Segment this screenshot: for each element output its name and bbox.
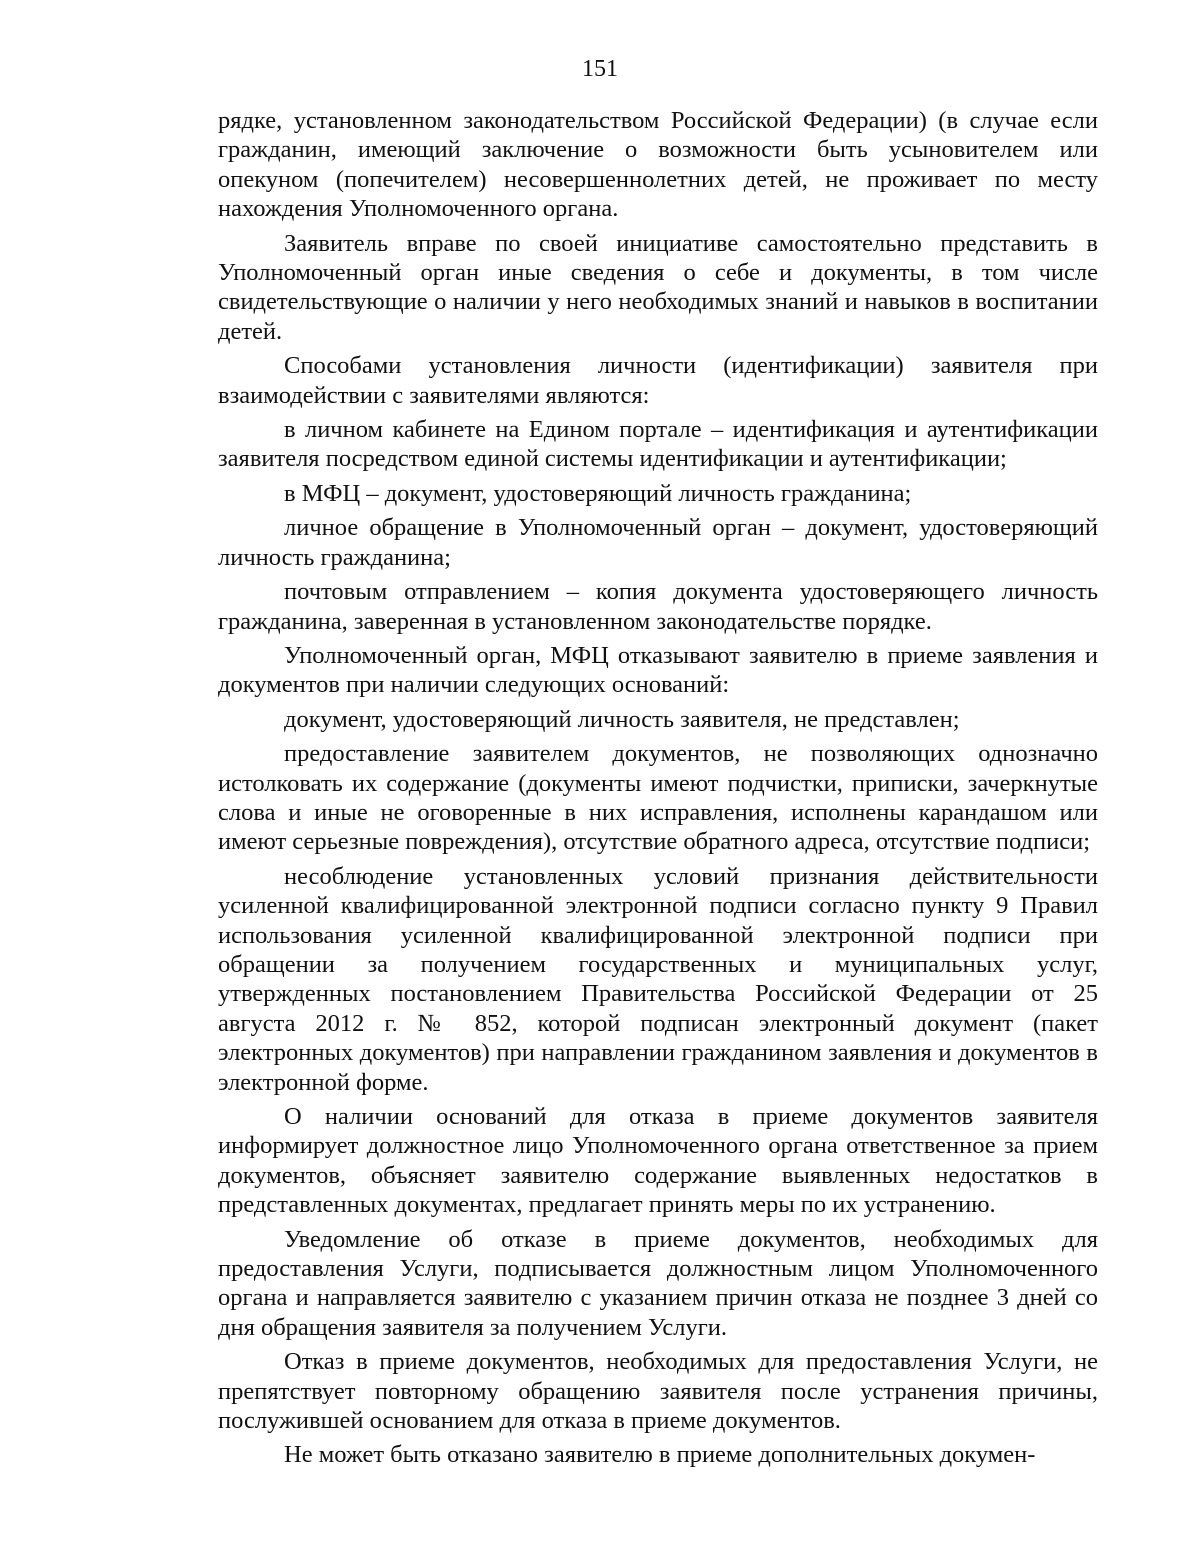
paragraph: в МФЦ – документ, удостоверяющий личность гражданина; (284, 479, 912, 507)
paragraph: Способами установления личности (идентификации) заявителя при взаимодействии с заявителями являются: (218, 352, 1098, 409)
paragraph: личное обращение в Уполномоченный орган – документ, удостоверяющий личность гражданина; (218, 514, 1098, 571)
paragraph: в личном кабинете на Едином портале – идентификация и аутентификации заявителя посредством единой системы идентификации и аутентификации; (218, 416, 1098, 473)
page-number: 151 (582, 56, 618, 82)
paragraph: почтовым отправлением – копия документа удостоверяющего личность гражданина, заверенная в установленном законодательстве порядке. (218, 578, 1098, 635)
paragraph: Уполномоченный орган, МФЦ отказывают заявителю в приеме заявления и документов при наличии следующих оснований: (218, 641, 1098, 699)
paragraph: Уведомление об отказе в приеме документов, необходимых для предоставления Услуги, подписывается должностным лицом Уполномоченного органа и направляется заявителю с указанием причин отказа не позднее 3 дней со дня обращения заявителя за получением Услуги. (218, 1225, 1098, 1341)
body-text (218, 106, 1098, 1475)
paragraph: Отказ в приеме документов, необходимых для предоставления Услуги, не препятствует повторному обращению заявителя после устранения причины, послужившей основанием для отказа в приеме документов. (218, 1348, 1098, 1435)
paragraph: Не может быть отказано заявителю в приеме дополнительных докумен- (284, 1441, 1036, 1469)
paragraph: Заявитель вправе по своей инициативе самостоятельно представить в Уполномоченный орган иные сведения о себе и документы, в том числе свидетельствующие о наличии у него необходимых знаний и навыков в воспитании детей. (218, 229, 1098, 345)
paragraph: несоблюдение установленных условий признания действительности усиленной квалифицированной электронной подписи согласно пункту 9 Правил использования усиленной квалифицированной электронной подписи при обращении за получением государственных и муниципальных услуг, утвержденных постановлением Правительства Российской Федерации от 25 августа 2012 г. № 852, которой подписан электронный документ (пакет электронных документов) при направлении гражданином заявления и документов в электронной форме. (218, 862, 1098, 1096)
paragraph: О наличии оснований для отказа в приеме документов заявителя информирует должностное лицо Уполномоченного органа ответственное за прием документов, объясняет заявителю содержание выявленных недостатков в представленных документах, предлагает принять меры по их устранению. (218, 1103, 1098, 1219)
paragraph: рядке, установленном законодательством Российской Федерации) (в случае если гражданин, имеющий заключение о возможности быть усыновителем или опекуном (попечителем) несовершеннолетних детей, не проживает по месту нахождения Уполномоченного органа. (218, 107, 1098, 223)
paragraph: предоставление заявителем документов, не позволяющих однозначно истолковать их содержание (документы имеют подчистки, приписки, зачеркнутые слова и иные не оговоренные в них исправления, исполнены карандашом или имеют серьезные повреждения), отсутствие обратного адреса, отсутствие подписи; (218, 740, 1098, 856)
paragraph: документ, удостоверяющий личность заявителя, не представлен; (284, 705, 960, 733)
